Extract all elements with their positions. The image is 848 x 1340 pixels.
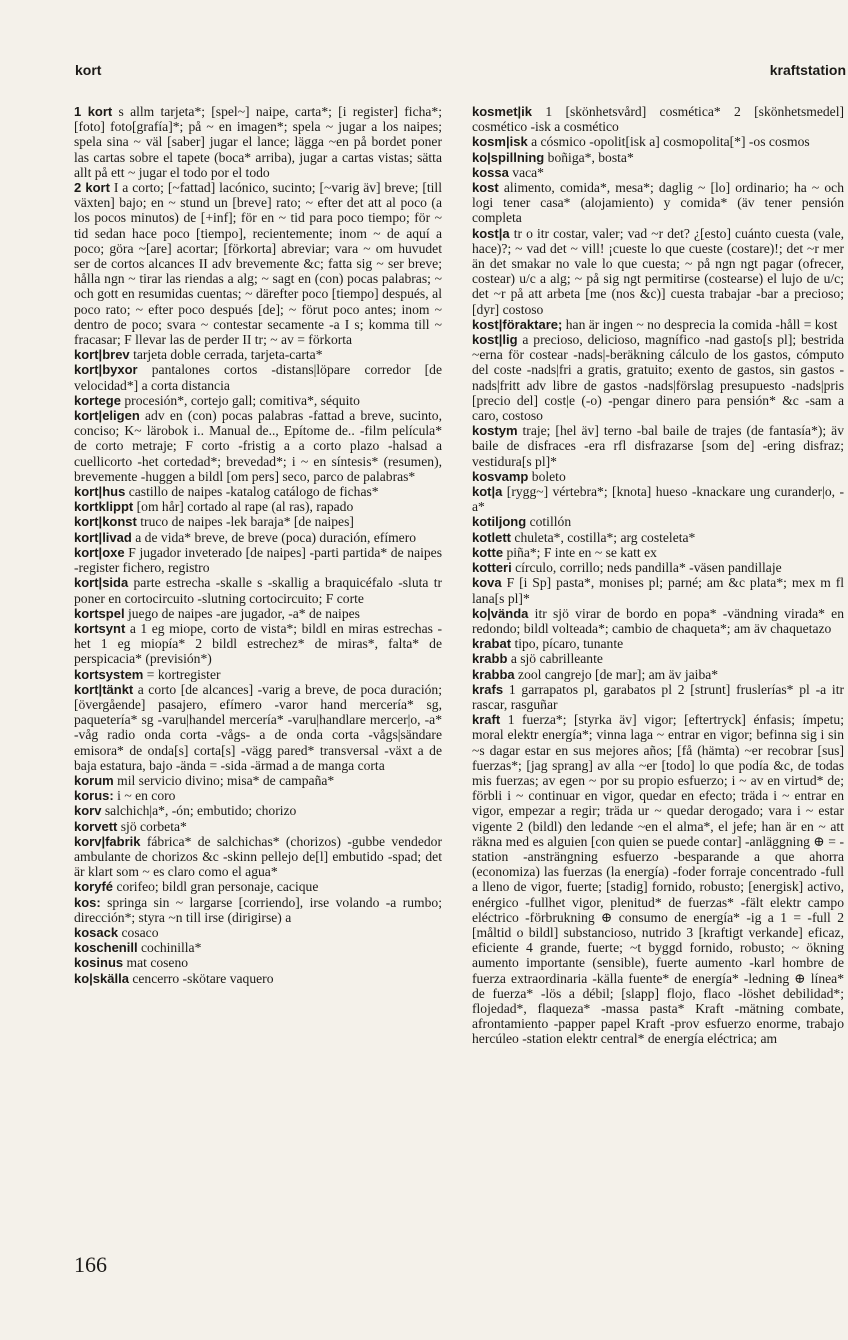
entry-definition: a cósmico -opolit[isk a] cosmopolita[*] -os cosmos: [531, 134, 810, 150]
entry-definition: círculo, corrillo; neds pandilla* -väsen pandillaje: [515, 560, 782, 576]
entry-headword: kot|a: [472, 484, 503, 500]
dictionary-entry: [472, 332, 844, 423]
entry-definition: mil servicio divino; misa* de campaña*: [117, 772, 335, 788]
entry-definition: i ~ en coro: [117, 788, 176, 804]
entry-headword: korvett: [74, 818, 118, 834]
entry-definition: a de vida* breve, de breve (poca) duración, efímero: [135, 529, 417, 545]
entry-headword: kosack: [74, 924, 119, 940]
entry-headword: kortege: [74, 392, 121, 408]
dictionary-entry: [472, 560, 844, 575]
entry-definition: vaca*: [512, 164, 544, 180]
dictionary-entry: [472, 606, 844, 636]
entry-definition: chuleta*, costilla*; arg costeleta*: [514, 529, 696, 545]
dictionary-entry: [74, 180, 442, 347]
entry-headword: 2 kort: [74, 180, 110, 196]
entry-definition: itr sjö virar de bordo en popa* -vändning virada* en redondo; bildl volteada*; cambio de chaqueta*; am äv chaquetazo: [472, 605, 845, 636]
dictionary-entry: [472, 667, 844, 682]
entry-definition: 1 [skönhetsvård] cosmética* 2 [skönhetsmedel] cosmético -isk a cosmético: [472, 104, 844, 135]
entry-headword: ko|vända: [472, 605, 529, 621]
entry-definition: fábrica* de salchichas* (chorizos) -gubbe vendedor ambulante de chorizos &c -skinn pellejo de[l] embutido -spad; det är klart som ~ es claro como el agua*: [74, 833, 442, 880]
entry-definition: parte estrecha -skalle s -skallig a braquicéfalo -sluta tr poner en cortocircuito -slutning cortocircuito; F corte: [74, 575, 442, 606]
entry-headword: korv|fabrik: [74, 833, 141, 849]
entry-headword: kortsystem: [74, 666, 144, 682]
entry-headword: koryfé: [74, 879, 114, 895]
entry-headword: kotlett: [472, 529, 511, 545]
entry-headword: kossa: [472, 164, 509, 180]
entry-headword: kotte: [472, 544, 504, 560]
dictionary-entry: [74, 362, 442, 392]
entry-headword: ko|spillning: [472, 149, 545, 165]
entry-definition: boleto: [531, 468, 566, 484]
entry-definition: a 1 eg miope, corto de vista*; bildl en miras estrechas -het 1 eg miopía* 2 bildl estrechez* de miras*, falta* de perspicacia* (previsión*): [74, 620, 442, 667]
entry-definition: a sjö cabrilleante: [510, 651, 603, 667]
entry-definition: [om hår] cortado al rape (al ras), rapado: [136, 499, 354, 515]
entry-definition: tarjeta doble cerrada, tarjeta-carta*: [133, 347, 323, 363]
entry-headword: kort|brev: [74, 347, 130, 363]
dictionary-entry: [472, 317, 844, 332]
dictionary-entry: [472, 530, 844, 545]
entry-headword: kort|byxor: [74, 362, 138, 378]
dictionary-entry: [74, 545, 442, 575]
entry-headword: kosm|isk: [472, 134, 528, 150]
dictionary-entry: [74, 879, 442, 894]
entry-headword: 1 kort: [74, 104, 113, 119]
entry-definition: adv en (con) pocas palabras -fattad a breve, sucinto, conciso; K~ lärobok i.. Manual de.., Epítome de.. -film película* de corto metraje; F corto -fristig a a corto plazo -halsad a cuellicorto -het cortedad*; brevedad*; i ~ en síntesis* (resumen), brevemente -huggen a bildl [om pers] seco, parco de palabras*: [74, 408, 442, 484]
entry-definition: F [i Sp] pasta*, monises pl; parné; am &c plata*; mex m fl lana[s pl]*: [472, 575, 844, 606]
entry-definition: s allm tarjeta*; [spel~] naipe, carta*; [i register] ficha*; [foto] foto[grafía]*; på ~ en imagen*; spela ~ jugar a los naipes; spela sina ~ väl [saber] jugar el lance; lägga ~en på bordet poner las cartas sobre el tapete (boca* arriba), jugar a cartas vistas; sätta allt på ett ~ jugar el todo por el todo: [74, 104, 443, 180]
dictionary-entry: [74, 347, 442, 362]
dictionary-entry: [74, 514, 442, 529]
entry-headword: kortsynt: [74, 620, 126, 636]
entry-headword: kortspel: [74, 605, 125, 621]
dictionary-entry: [74, 834, 442, 880]
dictionary-entry: [472, 134, 844, 149]
entry-headword: krafs: [472, 681, 504, 697]
entry-headword: kost|lig: [472, 332, 518, 348]
dictionary-entry: [74, 773, 442, 788]
entry-definition: 1 garrapatos pl, garabatos pl 2 [strunt] fruslerías* pl -a itr rascar, rasguñar: [472, 681, 844, 712]
dictionary-entry: [74, 499, 442, 514]
entry-definition: salchich|a*, -ón; embutido; chorizo: [104, 803, 297, 819]
entry-definition: a precioso, delicioso, magnífico -nad gasto[s pl]; bestrida ~erna för costear -nads|-beräkning cálculo de los gastos, cómputo del coste -nads|fri a gratis, gratuito; exento de gastos, sin gastos -nads|fritt adv libre de gastos -nads|förslag presupuesto -nads|pris [precio del] cost|e (-o) -pengar dinero para pensión* &c -sam a caro, costoso: [472, 332, 844, 424]
dictionary-entry: [74, 621, 442, 667]
entry-headword: kosmet|ik: [472, 104, 532, 119]
dictionary-entry: [472, 712, 844, 1046]
entry-definition: tipo, pícaro, tunante: [514, 636, 624, 652]
entry-headword: kort|livad: [74, 529, 132, 545]
entry-definition: mat coseno: [126, 955, 189, 971]
dictionary-entry: [74, 819, 442, 834]
entry-definition: 1 fuerza*; [styrka äv] vigor; [eftertryck] énfasis; ímpetu; moral elektr energía*; vinna laga ~ entrar en vigor; befinna sig i sin ~s dagar estar en sus mejores años; [få (hämta) ~er recobrar [sus] fuerzas*; [jag sprang] av alla ~er [todo] lo que podía &c, de todas mis fuerzas; av egen ~ por su propio esfuerzo; i ~ av en virtud* de; förbli i ~ continuar en vigor, quedar en efecto; träda i ~ entrar en vigor, empezar a regir; träda ur ~ quedar derogado; vara i ~ estar vigente 2 (bildl) den ledande ~en el alma*, el jefe; han är en ~ att räkna med es alguien [con quien se puede contar] -anläggning ⊕ = -station -ansträngning esfuerzo -besparande a que ahorra (economiza) las fuerzas (la energía) -foder forraje concentrado -full a lleno de vigor, fuerte; [stadig] fornido, robusto; [energisk] activo, enérgico -fullhet vigor, plenitud* de fuerzas* -fält elektr campo eléctrico -förbrukning ⊕ consumo de energía* -ig a 1 = -full 2 [måltid o bildl] substancioso, nutrido 3 [kraftigt verkande] eficaz, eficiente 4 grande, fuerte; ~t byggd fornido, robusto; ~ ökning aumento importante (sensible), fuerte aumento -karl hombre de fuerza extraordinaria -källa fuente* de energía* -ledning ⊕ línea* de fuerza* -lös a débil; [slapp] flojo, flaco -löshet debilidad*; flojedad*, flaqueza* -massa pasta* Kraft -mätning combate, afrontamiento -papper papel Kraft -prov esfuerzo enorme, trabajo hercúleo -station elektr central* de energía eléctrica; am: [472, 712, 844, 1047]
entry-definition: piña*; F inte en ~ se katt ex: [506, 544, 657, 560]
entry-definition: = kortregister: [146, 666, 221, 682]
page-number: 166: [74, 1252, 107, 1277]
dictionary-entry: [74, 530, 442, 545]
entry-definition: han är ingen ~ no desprecia la comida -håll = kost: [565, 316, 838, 332]
entry-headword: kort|konst: [74, 514, 137, 530]
entry-headword: korus:: [74, 788, 114, 804]
entry-definition: juego de naipes -are jugador, -a* de naipes: [127, 605, 360, 621]
dictionary-entry: [472, 682, 844, 712]
entry-headword: krabat: [472, 636, 512, 652]
entry-definition: corifeo; bildl gran personaje, cacique: [116, 879, 319, 895]
entry-definition: cencerro -skötare vaquero: [132, 970, 274, 986]
entry-definition: cotillón: [529, 514, 572, 530]
entry-headword: krabb: [472, 651, 508, 667]
right-guide-word: kraftstation: [769, 62, 846, 78]
dictionary-entry: [74, 484, 442, 499]
dictionary-entry: [472, 651, 844, 666]
entry-headword: kosvamp: [472, 468, 529, 484]
entry-definition: pantalones cortos -distans|löpare corredor [de velocidad*] a corta distancia: [74, 362, 442, 393]
dictionary-entry: [74, 575, 442, 605]
dictionary-entry: [74, 667, 442, 682]
dictionary-entry: [472, 165, 844, 180]
dictionary-entry: [472, 423, 844, 469]
left-column: [74, 104, 442, 986]
dictionary-entry: [74, 895, 442, 925]
dictionary-entry: [74, 971, 442, 986]
entry-headword: kost: [472, 180, 499, 196]
entry-definition: truco de naipes -lek baraja* [de naipes]: [140, 514, 354, 530]
dictionary-entry: [74, 408, 442, 484]
entry-definition: a corto [de alcances] -varig a breve, de poca duración; [övergående] pasajero, efímero -varor hand mercería* sg, paquetería* sg -varu|handel mercería* -varu|handlare mercer|o, -a* -våg radio onda corta -vågs- a de onda corta -vågs|sändare emisora* de onda[s] corta[s] -vägg pared* transversal -växt a de baja estatura, bajo -ända = -sida -ärmad a de manga corta: [74, 681, 442, 773]
dictionary-entry: [74, 682, 442, 773]
entry-definition: cosaco: [121, 924, 159, 940]
entry-definition: boñiga*, bosta*: [547, 149, 634, 165]
entry-headword: kosinus: [74, 955, 124, 971]
entry-headword: kost|a: [472, 225, 510, 241]
dictionary-entry: [472, 514, 844, 529]
entry-definition: traje; [hel äv] terno -bal baile de trajes (de fantasía*); äv baile de disfraces -era rfl disfrazarse [som de] -ering disfraz; vestidura[s pl]*: [472, 423, 844, 469]
entry-definition: springa sin ~ largarse [corriendo], irse volando -a rumbo; dirección*; styra ~n till irse (dirigirse) a: [74, 894, 442, 925]
entry-definition: tr o itr costar, valer; vad ~r det? ¿[esto] cuánto cuesta (vale, hace)?; ~ vad det ~ vill! ¡cueste lo que cueste (costare)!; det ~r mer än det smakar no vale lo que cuesta; ~ på ngn ngt pagar (ofrecer, costear) u/c a alg; ~ på sig ngt permitirse (costearse) el lujo de u/c; det ~r på att arbeta [me (nos &c)] cuesta trabajar -bar a precioso; [dyr] costoso: [472, 225, 844, 317]
dictionary-entry: [74, 803, 442, 818]
entry-headword: kos:: [74, 894, 101, 910]
dictionary-entry: [472, 104, 844, 134]
dictionary-entry: [74, 393, 442, 408]
entry-definition: sjö corbeta*: [120, 818, 187, 834]
dictionary-entry: [472, 226, 844, 317]
dictionary-entry: [472, 636, 844, 651]
entry-headword: kort|tänkt: [74, 681, 134, 697]
entry-definition: castillo de naipes -katalog catálogo de fichas*: [128, 484, 379, 500]
entry-definition: [rygg~] vértebra*; [knota] hueso -knackare ung curander|o, -a*: [472, 484, 845, 515]
entry-headword: kort|eligen: [74, 408, 140, 424]
entry-definition: cochinilla*: [140, 940, 202, 956]
entry-headword: kortklippt: [74, 499, 134, 515]
entry-definition: zool cangrejo [de mar]; am äv jaiba*: [518, 666, 719, 682]
dictionary-entry: [472, 469, 844, 484]
entry-headword: kost|föraktare;: [472, 316, 563, 332]
entry-headword: kort|oxe: [74, 544, 125, 560]
entry-headword: kort|hus: [74, 484, 126, 500]
dictionary-entry: [74, 940, 442, 955]
entry-definition: I a corto; [~fattad] lacónico, sucinto; [~varig äv] breve; [till växten] bajo; en ~ stund un [breve] rato; ~ efter det att al poco (a los pocos minutos) de [+inf]; för en ~ tid para poco tiempo; för ~ tid sedan hace poco [tiempo], recientemente; inom ~ de aquí a poco; göra ~[are] acortar; [förkorta] abreviar; vara ~ om huvudet ser de cortos alcances II adv brevemente &c; fatta sig ~ ser breve; hålla ngn ~ tirar las riendas a alg; ~ sagt en (con) pocas palabras; ~ och gott en resumidas cuentas; ~ därefter poco [tiempo] después, al poco rato; ~ efter poco después [de]; ~ förut poco antes; inom ~ dentro de poco; svara ~ contestar secamente -a I s; komma till ~ fracasar; F llevar las de perder II tr; ~ av = förkorta: [74, 180, 442, 348]
entry-definition: procesión*, cortejo gall; comitiva*, séquito: [124, 392, 360, 408]
right-column: [472, 104, 844, 1047]
entry-headword: kova: [472, 575, 502, 591]
entry-definition: F jugador inveterado [de naipes] -parti partida* de naipes -register fichero, registro: [74, 544, 442, 576]
dictionary-entry: [74, 104, 442, 180]
entry-headword: korum: [74, 772, 114, 788]
dictionary-entry: [472, 575, 844, 605]
dictionary-entry: [472, 545, 844, 560]
entry-headword: korv: [74, 803, 102, 819]
dictionary-entry: [472, 484, 844, 514]
left-guide-word: kort: [75, 62, 102, 78]
entry-definition: alimento, comida*, mesa*; daglig ~ [lo] ordinario; ha ~ och logi tener casa* (alojamiento) y comida* (äv tener pensión completa: [472, 180, 844, 226]
dictionary-entry: [472, 180, 844, 226]
dictionary-entry: [74, 925, 442, 940]
entry-headword: kotiljong: [472, 514, 527, 530]
entry-headword: koschenill: [74, 940, 138, 956]
entry-headword: kort|sida: [74, 575, 129, 591]
entry-headword: kraft: [472, 712, 501, 728]
dictionary-entry: [74, 788, 442, 803]
dictionary-entry: [74, 606, 442, 621]
entry-headword: krabba: [472, 666, 515, 682]
entry-headword: kostym: [472, 423, 518, 439]
dictionary-entry: [74, 955, 442, 970]
entry-headword: ko|skälla: [74, 970, 129, 986]
dictionary-entry: [472, 150, 844, 165]
entry-headword: kotteri: [472, 560, 512, 576]
